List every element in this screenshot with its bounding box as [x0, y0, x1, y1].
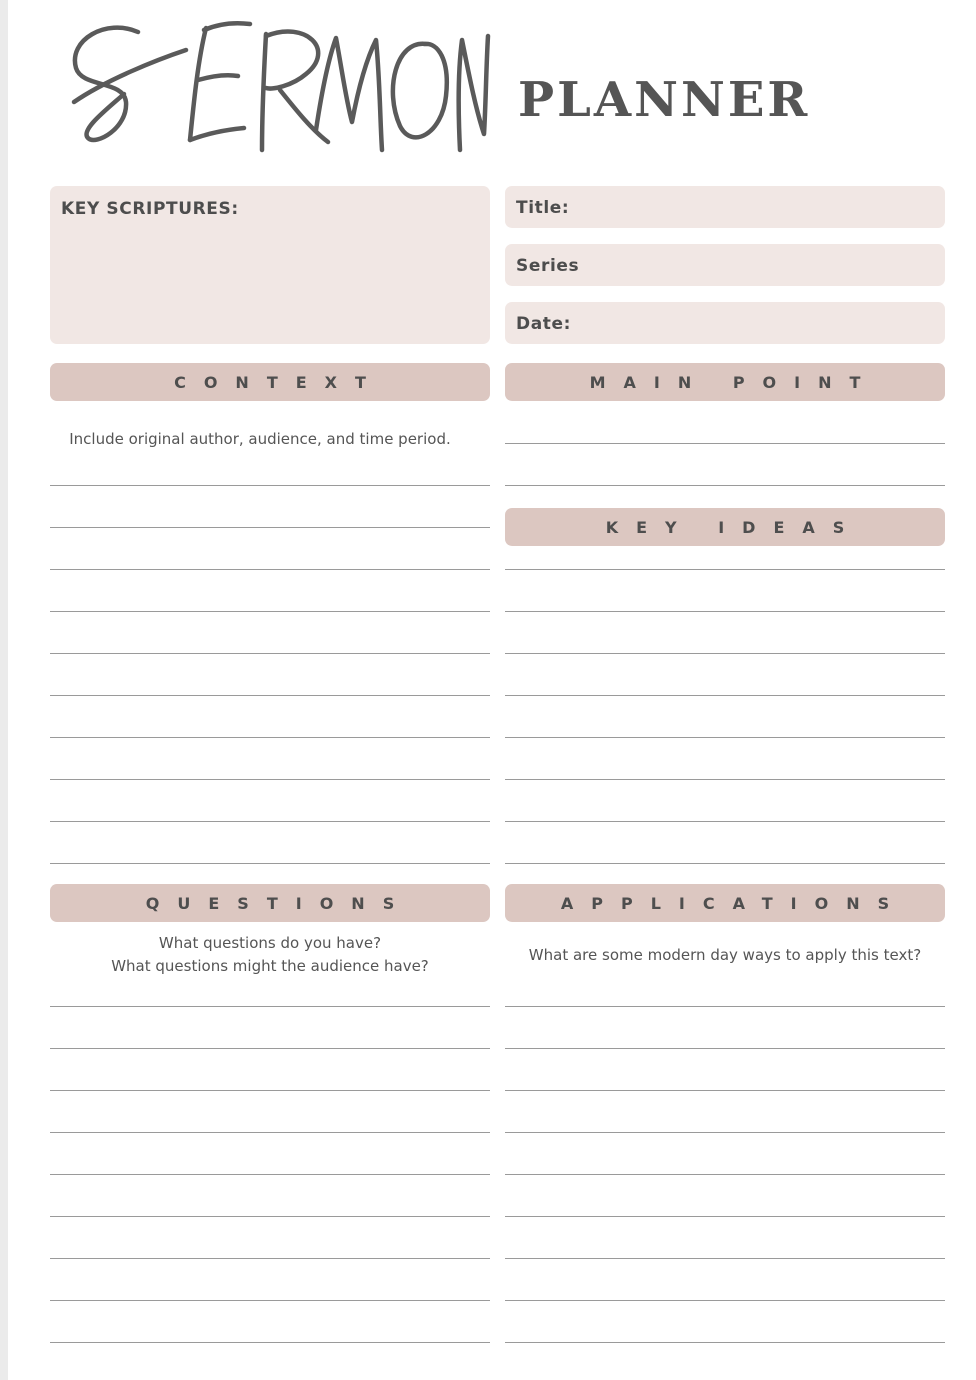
questions-header [50, 884, 490, 922]
context-writing-line[interactable] [50, 737, 490, 738]
context-writing-line[interactable] [50, 569, 490, 570]
title-field[interactable] [505, 186, 945, 228]
key-ideas-writing-line[interactable] [505, 863, 945, 864]
questions-hint [50, 932, 490, 978]
context-writing-line[interactable] [50, 611, 490, 612]
main-point-header [505, 363, 945, 401]
context-writing-line[interactable] [50, 527, 490, 528]
applications-heading: APPLICATIONS [560, 893, 908, 913]
planner-page [8, 0, 976, 1380]
questions-writing-line[interactable] [50, 1342, 490, 1343]
main-point-writing-line[interactable] [505, 485, 945, 486]
date-field-label: Date: [516, 314, 572, 334]
planner-title: PLANNER [518, 72, 811, 128]
title-field-label: Title: [516, 198, 570, 218]
applications-writing-line[interactable] [505, 1342, 945, 1343]
questions-writing-line[interactable] [50, 1216, 490, 1217]
applications-writing-line[interactable] [505, 1216, 945, 1217]
key-ideas-writing-line[interactable] [505, 695, 945, 696]
sermon-script-title [66, 10, 496, 160]
questions-writing-line[interactable] [50, 1048, 490, 1049]
key-ideas-writing-line[interactable] [505, 653, 945, 654]
date-field[interactable] [505, 302, 945, 344]
context-writing-line[interactable] [50, 779, 490, 780]
questions-writing-line[interactable] [50, 1174, 490, 1175]
context-heading: CONTEXT [174, 372, 384, 392]
key-ideas-writing-line[interactable] [505, 611, 945, 612]
applications-writing-line[interactable] [505, 1174, 945, 1175]
main-point-writing-line[interactable] [505, 443, 945, 444]
applications-hint: What are some modern day ways to apply this text? [528, 946, 922, 964]
applications-header [505, 884, 945, 922]
questions-writing-line[interactable] [50, 1006, 490, 1007]
questions-writing-line[interactable] [50, 1132, 490, 1133]
questions-writing-line[interactable] [50, 1258, 490, 1259]
context-writing-line[interactable] [50, 821, 490, 822]
key-ideas-header [505, 508, 945, 546]
applications-writing-line[interactable] [505, 1132, 945, 1133]
applications-writing-line[interactable] [505, 1048, 945, 1049]
key-scriptures-box[interactable] [50, 186, 490, 344]
main-point-heading: MAIN POINT [589, 372, 879, 392]
applications-writing-line[interactable] [505, 1090, 945, 1091]
key-ideas-heading: KEY IDEAS [605, 517, 863, 537]
applications-writing-line[interactable] [505, 1006, 945, 1007]
key-ideas-writing-line[interactable] [505, 779, 945, 780]
key-scriptures-label: KEY SCRIPTURES: [61, 199, 239, 219]
questions-writing-line[interactable] [50, 1090, 490, 1091]
series-field-label: Series [516, 256, 580, 276]
questions-hint-line2: What questions might the audience have? [111, 957, 429, 975]
questions-writing-line[interactable] [50, 1300, 490, 1301]
context-writing-line[interactable] [50, 485, 490, 486]
context-writing-line[interactable] [50, 863, 490, 864]
key-ideas-writing-line[interactable] [505, 569, 945, 570]
context-writing-line[interactable] [50, 695, 490, 696]
questions-hint-line1: What questions do you have? [158, 934, 382, 952]
questions-heading: QUESTIONS [145, 893, 413, 913]
context-header [50, 363, 490, 401]
context-writing-line[interactable] [50, 653, 490, 654]
key-ideas-writing-line[interactable] [505, 737, 945, 738]
applications-writing-line[interactable] [505, 1258, 945, 1259]
key-ideas-writing-line[interactable] [505, 821, 945, 822]
applications-writing-line[interactable] [505, 1300, 945, 1301]
series-field[interactable] [505, 244, 945, 286]
context-hint: Include original author, audience, and time period. [69, 430, 451, 448]
